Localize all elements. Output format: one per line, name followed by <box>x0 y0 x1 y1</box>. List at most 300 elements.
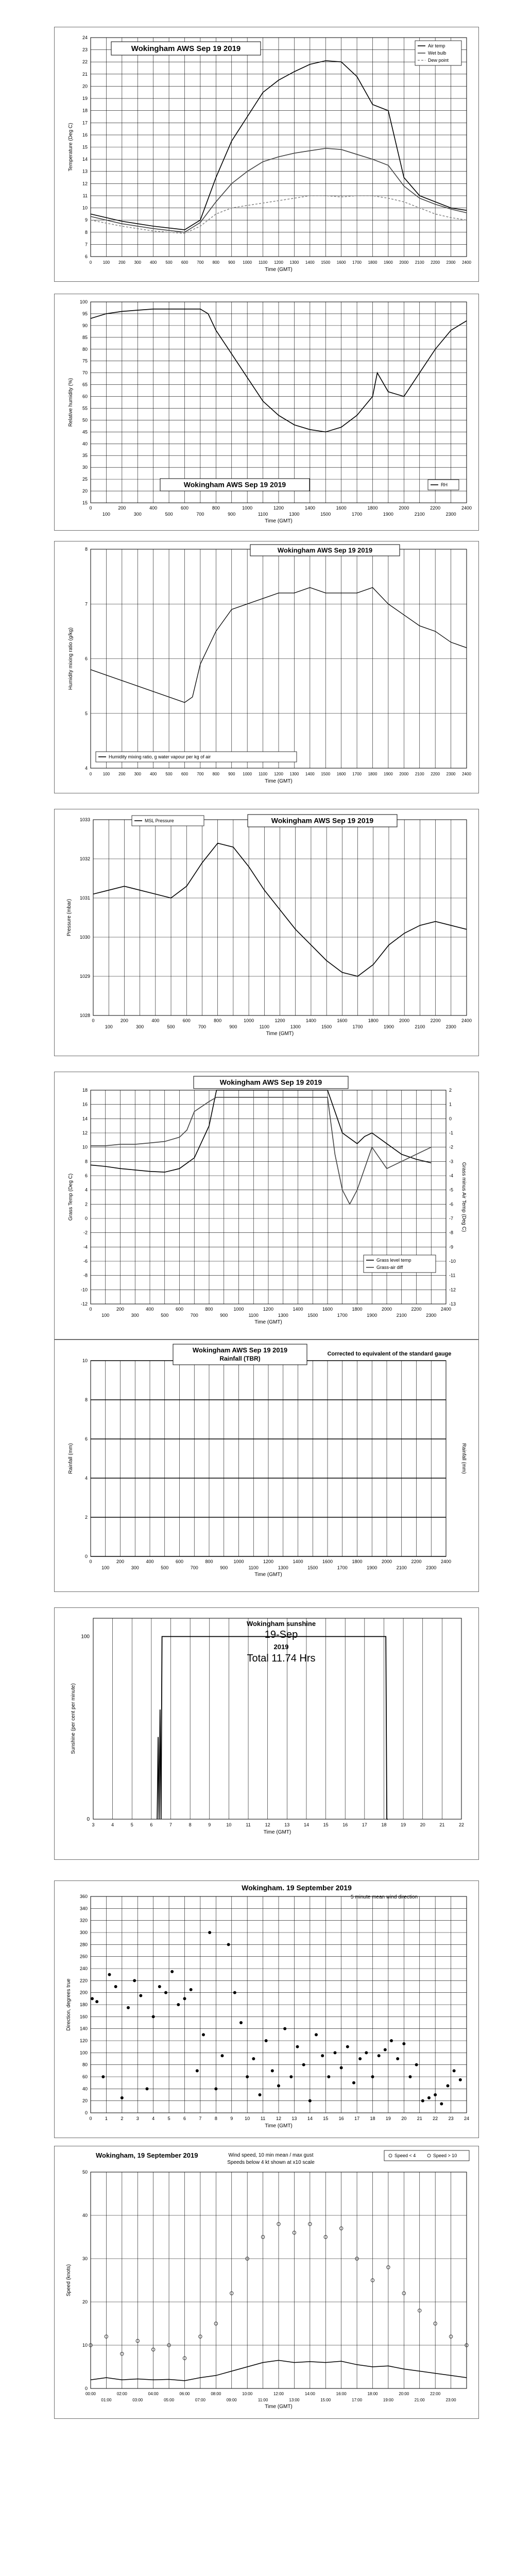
y-tick-label: 8 <box>84 229 88 235</box>
x-tick-label: 1300 <box>289 260 299 265</box>
x-tick-label: 8 <box>214 2116 217 2121</box>
y-tick-label: 180 <box>79 2002 88 2007</box>
x-tick-label: 1200 <box>274 772 283 776</box>
x-tick-label: 2200 <box>411 1307 422 1312</box>
x-tick-label: 200 <box>116 1559 125 1564</box>
y-tick-label: 12 <box>82 181 88 187</box>
x-tick-label: 7 <box>169 1822 173 1827</box>
data-point <box>95 2000 98 2003</box>
x-tick-label: 1600 <box>336 505 347 511</box>
y-tick-label: 20 <box>82 83 88 89</box>
y-axis-label: Speed (knots) <box>66 2264 72 2297</box>
y-tick-label: 55 <box>82 405 88 411</box>
x-axis-label: Time (GMT) <box>265 2123 293 2129</box>
x-tick-label: 20 <box>401 2116 407 2121</box>
x-tick-label: 1100 <box>258 772 268 776</box>
x-tick-label: 16:00 <box>336 2392 347 2396</box>
x-tick-label: 2000 <box>381 1307 392 1312</box>
x-tick-label: 1500 <box>321 260 331 265</box>
y-right-tick-label: -6 <box>449 1201 454 1207</box>
data-point <box>133 1979 136 1982</box>
x-tick-label: 1400 <box>304 505 315 511</box>
y-tick-label: -2 <box>83 1230 88 1235</box>
x-tick-label: 300 <box>131 1313 139 1318</box>
y-tick-label: 80 <box>82 2062 88 2067</box>
x-tick-label: 700 <box>190 1313 198 1318</box>
legend-label: Wet bulb <box>428 50 447 56</box>
y-tick-label: 0 <box>84 1216 88 1221</box>
x-tick-label: 4 <box>152 2116 155 2121</box>
x-tick-label: 900 <box>228 512 236 517</box>
x-tick-label: 10 <box>245 2116 250 2121</box>
humidity-chart <box>55 294 478 530</box>
x-tick-label: 100 <box>105 1024 113 1029</box>
x-tick-label: 02:00 <box>116 2392 127 2396</box>
y-right-axis-label: Rainfall (mm) <box>461 1443 467 1474</box>
chart-subtitle: Wind speed, 10 min mean / max gust <box>228 2153 314 2158</box>
x-tick-label: 400 <box>151 1018 160 1023</box>
x-tick-label: 1700 <box>337 1565 348 1570</box>
x-tick-label: 1300 <box>278 1313 288 1318</box>
x-tick-label: 200 <box>120 1018 128 1023</box>
x-tick-label: 900 <box>228 772 235 776</box>
y-tick-label: 200 <box>79 1990 88 1995</box>
y-tick-label: 50 <box>82 2170 88 2175</box>
y-tick-label: 12 <box>82 1130 88 1136</box>
y-right-tick-label: -10 <box>449 1259 456 1264</box>
y-axis-label: Grass Temp (Deg C) <box>68 1173 74 1221</box>
data-point <box>227 1943 230 1946</box>
legend-label: Humidity mixing ratio, g water vapour per kg of air <box>109 754 211 759</box>
x-tick-label: 2100 <box>396 1313 407 1318</box>
x-tick-label: 1000 <box>243 260 252 265</box>
data-point <box>239 2021 243 2024</box>
x-tick-label: 2000 <box>381 1559 392 1564</box>
x-tick-label: 2100 <box>415 772 424 776</box>
chart-note: Speeds below 4 kt shown at x10 scale <box>227 2160 315 2165</box>
x-tick-label: 1700 <box>352 260 362 265</box>
data-point <box>177 2003 180 2006</box>
x-tick-label: 1500 <box>321 772 331 776</box>
x-tick-label: 0 <box>89 2116 92 2121</box>
y-axis-label: Relative humidity (%) <box>68 378 74 427</box>
y-tick-label: 7 <box>84 601 88 607</box>
data-point <box>415 2063 418 2066</box>
data-point <box>289 2075 293 2078</box>
x-tick-label: 1400 <box>305 260 315 265</box>
x-tick-label: 1500 <box>321 1024 332 1029</box>
data-point <box>196 2069 199 2072</box>
x-tick-label: 1200 <box>263 1559 274 1564</box>
y-tick-label: 24 <box>82 35 88 40</box>
x-tick-label: 600 <box>182 1018 191 1023</box>
y-tick-label: 8 <box>84 1397 88 1402</box>
x-tick-label: 11 <box>260 2116 266 2121</box>
y-tick-label: 14 <box>82 157 88 162</box>
x-tick-label: 800 <box>205 1559 213 1564</box>
data-point <box>214 2087 217 2090</box>
y-tick-label: 100 <box>79 2050 88 2056</box>
x-tick-label: 5 <box>167 2116 170 2121</box>
y-right-tick-label: -12 <box>449 1287 456 1293</box>
y-tick-label: 9 <box>84 217 88 223</box>
data-point <box>327 2075 330 2078</box>
x-tick-label: 1300 <box>278 1565 288 1570</box>
x-tick-label: 6 <box>150 1822 153 1827</box>
data-point <box>453 2069 456 2072</box>
x-tick-label: 12:00 <box>273 2392 284 2396</box>
data-point <box>334 2051 337 2054</box>
x-tick-label: 18 <box>370 2116 375 2121</box>
data-point <box>152 2015 155 2018</box>
data-point <box>221 2054 224 2057</box>
x-tick-label: 800 <box>212 505 220 511</box>
y-tick-label: 20 <box>82 2098 88 2104</box>
data-point <box>390 2039 393 2042</box>
data-point <box>252 2057 255 2060</box>
data-point <box>139 1994 142 1997</box>
y-tick-label: 45 <box>82 429 88 435</box>
y-tick-label: 60 <box>82 394 88 399</box>
y-tick-label: 16 <box>82 132 88 138</box>
y-tick-label: 1030 <box>79 935 90 940</box>
y-tick-label: 60 <box>82 2074 88 2079</box>
x-tick-label: 2200 <box>431 260 440 265</box>
y-tick-label: 1031 <box>79 895 90 901</box>
x-tick-label: 1600 <box>322 1559 333 1564</box>
x-tick-label: 15 <box>323 2116 329 2121</box>
x-tick-label: 4 <box>111 1822 114 1827</box>
data-point <box>371 2075 374 2078</box>
y-axis-label: Rainfall (mm) <box>68 1443 74 1474</box>
x-tick-label: 0 <box>89 772 92 776</box>
y-axis-label: Sunshine (per cent per minute) <box>71 1683 76 1754</box>
x-tick-label: 22 <box>458 1822 465 1827</box>
data-point <box>183 1997 186 2000</box>
data-point <box>365 2051 368 2054</box>
data-point <box>101 2075 105 2078</box>
y-tick-label: -10 <box>80 1287 88 1293</box>
x-tick-label: 100 <box>101 1313 110 1318</box>
data-point <box>308 2099 312 2103</box>
x-tick-label: 2200 <box>431 772 440 776</box>
data-point <box>170 1970 174 1973</box>
x-tick-label: 12 <box>265 1822 270 1827</box>
rainfall-chart <box>55 1340 478 1591</box>
legend-label: Grass level temp <box>376 1258 411 1263</box>
x-tick-label: 1000 <box>233 1559 244 1564</box>
y-tick-label: 11 <box>82 193 88 198</box>
x-tick-label: 1100 <box>248 1565 259 1570</box>
data-point <box>377 2054 381 2057</box>
x-tick-label: 19 <box>401 1822 406 1827</box>
x-tick-label: 1800 <box>368 772 377 776</box>
y-right-tick-label: 0 <box>449 1116 452 1122</box>
data-point <box>158 1985 161 1988</box>
x-tick-label: 1800 <box>352 1559 363 1564</box>
x-tick-label: 1800 <box>367 505 378 511</box>
rainfall-chart-panel <box>54 1340 479 1592</box>
x-axis-label: Time (GMT) <box>265 778 293 784</box>
x-tick-label: 1900 <box>384 260 393 265</box>
x-axis-label: Time (GMT) <box>265 267 293 273</box>
x-tick-label: 13:00 <box>289 2398 300 2402</box>
x-tick-label: 2300 <box>446 772 456 776</box>
y-tick-label: 240 <box>79 1966 88 1971</box>
x-tick-label: 200 <box>118 260 126 265</box>
x-tick-label: 1000 <box>242 505 253 511</box>
x-tick-label: 100 <box>101 1565 110 1570</box>
chart-note: Corrected to equivalent of the standard gauge <box>327 1351 452 1357</box>
legend-label: Speed < 4 <box>394 2153 416 2158</box>
x-tick-label: 200 <box>118 772 126 776</box>
x-axis-label: Time (GMT) <box>266 1031 294 1037</box>
x-tick-label: 1600 <box>336 260 346 265</box>
y-tick-label: 50 <box>82 417 88 423</box>
x-tick-label: 2300 <box>446 260 456 265</box>
y-right-tick-label: 1 <box>449 1101 452 1107</box>
y-tick-label: 6 <box>84 656 88 662</box>
x-tick-label: 400 <box>149 260 157 265</box>
y-right-tick-label: -9 <box>449 1244 454 1250</box>
x-tick-label: 700 <box>190 1565 198 1570</box>
x-tick-label: 600 <box>175 1559 184 1564</box>
x-tick-label: 5 <box>130 1822 133 1827</box>
temperature-chart-panel <box>54 27 479 282</box>
x-tick-label: 100 <box>102 772 110 776</box>
x-tick-label: 1500 <box>307 1313 318 1318</box>
x-tick-label: 500 <box>161 1565 169 1570</box>
x-tick-label: 1600 <box>322 1307 333 1312</box>
x-tick-label: 1600 <box>337 1018 348 1023</box>
data-point <box>447 2084 450 2088</box>
y-right-tick-label: -7 <box>449 1216 454 1221</box>
x-tick-label: 1700 <box>352 512 363 517</box>
y-tick-label: 25 <box>82 477 88 482</box>
x-tick-label: 1100 <box>248 1313 259 1318</box>
x-tick-label: 500 <box>165 512 173 517</box>
x-axis-label: Time (GMT) <box>254 1319 282 1325</box>
y-tick-label: 40 <box>82 2213 88 2218</box>
y-tick-label: 0 <box>84 2386 88 2391</box>
x-tick-label: 2400 <box>440 1307 452 1312</box>
x-tick-label: 14 <box>303 1822 309 1827</box>
x-tick-label: 2000 <box>399 260 409 265</box>
y-tick-label: 6 <box>84 254 88 259</box>
y-tick-label: 10 <box>82 2343 88 2348</box>
data-point <box>384 2048 387 2052</box>
chart-subtitle: Rainfall (TBR) <box>219 1355 261 1362</box>
data-point <box>459 2078 462 2081</box>
y-tick-label: 10 <box>82 1358 88 1363</box>
x-tick-label: 2100 <box>415 260 424 265</box>
x-tick-label: 400 <box>146 1307 154 1312</box>
data-point <box>358 2057 362 2060</box>
x-tick-label: 3 <box>136 2116 139 2121</box>
x-tick-label: 2100 <box>396 1565 407 1570</box>
y-tick-label: 260 <box>79 1954 88 1959</box>
y-right-tick-label: -3 <box>449 1159 454 1164</box>
y-tick-label: 13 <box>82 168 88 174</box>
y-right-tick-label: 2 <box>449 1088 452 1093</box>
y-tick-label: 65 <box>82 382 88 387</box>
chart-title: Wokingham sunshine <box>246 1620 316 1628</box>
y-tick-label: 0 <box>84 2110 88 2115</box>
chart-subtitle: 19-Sep <box>264 1629 298 1640</box>
y-tick-label: 30 <box>82 465 88 470</box>
pressure-chart-panel <box>54 809 479 1056</box>
x-tick-label: 1800 <box>368 1018 379 1023</box>
x-tick-label: 9 <box>230 2116 233 2121</box>
x-tick-label: 13 <box>291 2116 297 2121</box>
x-tick-label: 1900 <box>384 772 393 776</box>
chart-title: Wokingham AWS Sep 19 2019 <box>271 816 374 825</box>
legend-label: MSL Pressure <box>145 818 174 823</box>
x-tick-label: 1800 <box>352 1307 363 1312</box>
data-point <box>265 2039 268 2042</box>
x-tick-label: 2100 <box>414 512 425 517</box>
chart-title: Wokingham AWS Sep 19 2019 <box>183 480 286 489</box>
y-tick-label: 340 <box>79 1906 88 1911</box>
mixing-ratio-chart-panel <box>54 541 479 793</box>
x-tick-label: 2300 <box>426 1313 437 1318</box>
x-tick-label: 900 <box>220 1313 228 1318</box>
y-tick-label: 18 <box>82 108 88 113</box>
x-tick-label: 1400 <box>305 1018 316 1023</box>
x-tick-label: 9 <box>208 1822 211 1827</box>
x-tick-label: 1100 <box>258 260 268 265</box>
legend-label: Air temp <box>428 43 445 48</box>
data-point <box>233 1991 236 1994</box>
data-point <box>202 2033 205 2036</box>
y-tick-label: 140 <box>79 2026 88 2031</box>
y-tick-label: 320 <box>79 1918 88 1923</box>
x-tick-label: 1200 <box>273 505 284 511</box>
chart-title: Wokingham AWS Sep 19 2019 <box>131 44 241 53</box>
chart-total: Total 11.74 Hrs <box>247 1653 316 1664</box>
x-tick-label: 300 <box>134 772 141 776</box>
y-tick-label: 35 <box>82 453 88 459</box>
y-tick-label: 90 <box>82 323 88 328</box>
x-tick-label: 2400 <box>461 505 472 511</box>
data-point <box>283 2027 286 2030</box>
x-tick-label: 1100 <box>259 1024 269 1029</box>
data-point <box>340 2066 343 2070</box>
y-right-tick-label: -1 <box>449 1130 454 1136</box>
x-tick-label: 2400 <box>462 772 471 776</box>
x-tick-label: 2200 <box>411 1559 422 1564</box>
y-tick-label: 2 <box>84 1201 88 1207</box>
y-tick-label: 160 <box>79 2014 88 2020</box>
humidity-chart-panel <box>54 294 479 531</box>
data-point <box>409 2075 412 2078</box>
data-point <box>427 2096 431 2099</box>
x-tick-label: 21 <box>417 2116 422 2121</box>
x-tick-label: 11 <box>246 1822 251 1827</box>
x-tick-label: 1700 <box>352 1024 363 1029</box>
x-tick-label: 06:00 <box>179 2392 190 2396</box>
x-tick-label: 10 <box>226 1822 232 1827</box>
y-tick-label: 280 <box>79 1942 88 1947</box>
x-tick-label: 2400 <box>462 260 471 265</box>
y-axis-label: Temperature (Deg C) <box>68 123 74 172</box>
y-tick-label: 4 <box>84 1187 88 1193</box>
data-point <box>315 2033 318 2036</box>
y-tick-label: 14 <box>82 1116 88 1122</box>
x-tick-label: 08:00 <box>211 2392 221 2396</box>
y-tick-label: 5 <box>84 710 88 716</box>
data-point <box>434 2093 437 2096</box>
data-point <box>346 2045 349 2048</box>
y-tick-label: 75 <box>82 358 88 364</box>
x-tick-label: 2 <box>121 2116 124 2121</box>
chart-title: Wokingham, 19 September 2019 <box>96 2151 198 2159</box>
x-tick-label: 19 <box>385 2116 391 2121</box>
data-point <box>246 2075 249 2078</box>
x-tick-label: 100 <box>102 512 110 517</box>
y-tick-label: 220 <box>79 1978 88 1984</box>
y-tick-label: 4 <box>84 766 88 771</box>
x-tick-label: 1000 <box>233 1307 244 1312</box>
data-point <box>321 2054 324 2057</box>
x-tick-label: 1700 <box>337 1313 348 1318</box>
y-tick-label: 20 <box>82 488 88 494</box>
grass-temp-chart <box>55 1072 478 1339</box>
x-tick-label: 10:00 <box>242 2392 253 2396</box>
x-tick-label: 03:00 <box>132 2398 143 2402</box>
legend-label: Dew point <box>428 58 449 63</box>
x-tick-label: 1000 <box>244 1018 254 1023</box>
x-tick-label: 07:00 <box>195 2398 205 2402</box>
x-tick-label: 2200 <box>430 1018 441 1023</box>
x-axis-label: Time (GMT) <box>263 1829 291 1835</box>
y-right-tick-label: -13 <box>449 1301 456 1307</box>
x-tick-label: 21:00 <box>414 2398 425 2402</box>
y-tick-label: 8 <box>84 547 88 552</box>
x-axis-label: Time (GMT) <box>254 1572 282 1578</box>
x-tick-label: 0 <box>89 505 92 511</box>
x-tick-label: 400 <box>146 1559 154 1564</box>
x-tick-label: 18 <box>381 1822 387 1827</box>
x-axis-label: Time (GMT) <box>265 2404 293 2410</box>
data-point <box>190 1988 193 1991</box>
x-tick-label: 20:00 <box>399 2392 409 2396</box>
x-tick-label: 14 <box>307 2116 313 2121</box>
data-point <box>421 2099 424 2103</box>
y-tick-label: 20 <box>82 2299 88 2304</box>
y-tick-label: 0 <box>84 1554 88 1559</box>
x-tick-label: 200 <box>116 1307 125 1312</box>
x-tick-label: 2300 <box>445 512 456 517</box>
x-tick-label: 0 <box>89 1559 92 1564</box>
x-tick-label: 400 <box>149 772 157 776</box>
x-tick-label: 400 <box>149 505 158 511</box>
y-tick-label: 7 <box>84 242 88 247</box>
legend-label: Grass-air diff <box>376 1265 403 1270</box>
x-tick-label: 600 <box>175 1307 184 1312</box>
x-tick-label: 01:00 <box>101 2398 112 2402</box>
data-point <box>91 1997 94 2000</box>
x-tick-label: 2300 <box>445 1024 456 1029</box>
x-tick-label: 600 <box>181 260 188 265</box>
chart-title: Wokingham AWS Sep 19 2019 <box>219 1078 322 1087</box>
x-tick-label: 05:00 <box>164 2398 175 2402</box>
data-point <box>302 2063 305 2066</box>
x-tick-label: 12 <box>276 2116 282 2121</box>
x-tick-label: 1200 <box>274 260 283 265</box>
x-tick-label: 600 <box>181 772 188 776</box>
data-point <box>440 2103 443 2106</box>
